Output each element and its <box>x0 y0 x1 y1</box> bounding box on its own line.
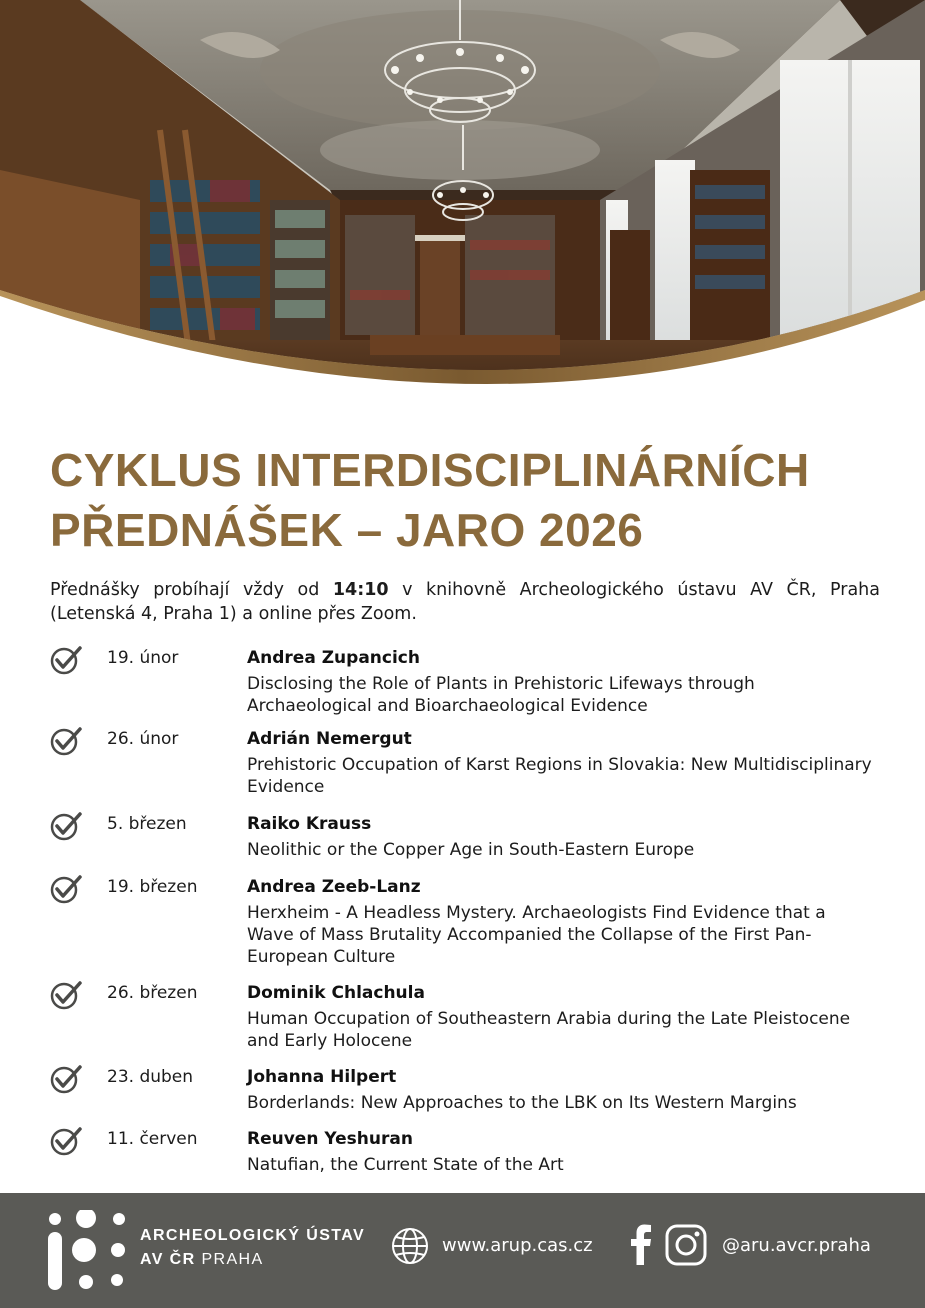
check-circle-icon <box>48 979 84 1011</box>
institute-logo-icon <box>46 1210 130 1294</box>
lecture-speaker: Adrián Nemergut <box>247 729 412 749</box>
lecture-date: 26. březen <box>107 983 198 1003</box>
instagram-icon[interactable] <box>665 1224 707 1266</box>
org-name-line1: ARCHEOLOGICKÝ ÚSTAV <box>140 1227 366 1244</box>
lecture-title: Herxheim - A Headless Mystery. Archaeologists Find Evidence that a Wave of Mass Brutality Accompanied the Collapse of the First Pan-European Culture <box>247 903 826 967</box>
lecture-speaker: Raiko Krauss <box>247 814 372 834</box>
lecture-speaker: Andrea Zeeb-Lanz <box>247 877 421 897</box>
globe-icon <box>390 1226 430 1266</box>
website-link[interactable]: www.arup.cas.cz <box>442 1235 593 1256</box>
lecture-speaker: Johanna Hilpert <box>247 1067 397 1087</box>
lecture-date: 23. duben <box>107 1067 194 1087</box>
title-line-1: CYKLUS INTERDISCIPLINÁRNÍCH <box>50 444 810 496</box>
org-name-city: PRAHA <box>195 1251 264 1268</box>
intro-after-time: v knihovně Archeologického ústavu AV ČR, Praha (Letenská 4, Praha 1) a online přes Zoom. <box>50 580 880 624</box>
social-handle[interactable]: @aru.avcr.praha <box>722 1235 871 1256</box>
check-circle-icon <box>48 644 84 676</box>
intro-before-time: Přednášky probíhají vždy od <box>50 580 333 600</box>
facebook-icon[interactable] <box>630 1223 652 1265</box>
footer-bar <box>0 1193 925 1308</box>
lecture-date: 19. březen <box>107 877 198 897</box>
lecture-title: Neolithic or the Copper Age in South-Eastern Europe <box>247 840 695 860</box>
check-circle-icon <box>48 1125 84 1157</box>
check-circle-icon <box>48 1063 84 1095</box>
intro-time: 14:10 <box>332 580 389 600</box>
intro-text <box>50 578 880 626</box>
page-title <box>50 440 890 560</box>
org-name-abbrev: AV ČR <box>140 1251 196 1268</box>
org-name-line2 <box>140 1251 264 1269</box>
lecture-speaker: Reuven Yeshuran <box>247 1129 413 1149</box>
lecture-speaker: Andrea Zupancich <box>247 648 420 668</box>
lecture-date: 5. březen <box>107 814 187 834</box>
lecture-title: Borderlands: New Approaches to the LBK on Its Western Margins <box>247 1093 797 1113</box>
lecture-speaker: Dominik Chlachula <box>247 983 425 1003</box>
lecture-title: Disclosing the Role of Plants in Prehistoric Lifeways through Archaeological and Bioarchaeological Evidence <box>247 674 755 716</box>
lecture-date: 26. únor <box>107 729 179 749</box>
hero-library-photo <box>0 0 925 420</box>
title-line-2: PŘEDNÁŠEK – JARO 2026 <box>50 504 644 556</box>
check-circle-icon <box>48 725 84 757</box>
lecture-title: Natufian, the Current State of the Art <box>247 1155 564 1175</box>
lecture-title: Prehistoric Occupation of Karst Regions in Slovakia: New Multidisciplinary Evidence <box>247 755 872 797</box>
check-circle-icon <box>48 810 84 842</box>
lecture-date: 11. červen <box>107 1129 198 1149</box>
lecture-date: 19. únor <box>107 648 179 668</box>
check-circle-icon <box>48 873 84 905</box>
lecture-title: Human Occupation of Southeastern Arabia during the Late Pleistocene and Early Holocene <box>247 1009 851 1051</box>
